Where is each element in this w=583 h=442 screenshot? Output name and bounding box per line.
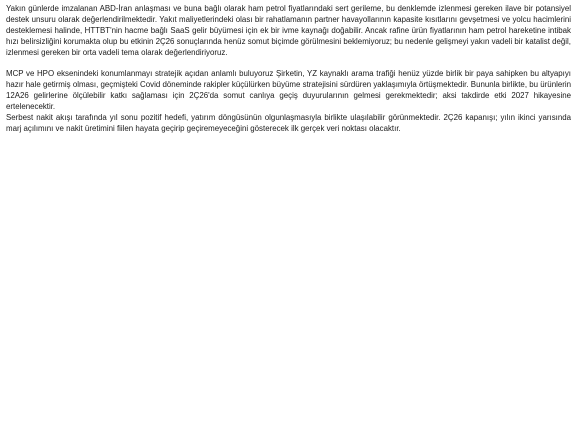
paragraph-fuel-price-outlook: Yakın günlerde imzalanan ABD-İran anlaşması ve buna bağlı olarak ham petrol fiyatlarındaki sert gerileme, bu denklemde izlenmesi gereken ilave bir potansiyel destek unsuru olarak değerlendirilmektedir. Yakıt maliyetlerindeki olası bir rahatlamanın partner havayollarının kapasite kısıtlarını gevşetmesi ve yolcu hacimlerini desteklemesi halinde, HTTBT'nin hacme bağlı SaaS gelir büyümesi için ek bir ivme kaynağı doğabilir. Ancak rafine ürün fiyatlarının ham petrol hareketine intibak hızı belirsizliğini korumakta olup bu etkinin 2Ç26 sonuçlarında henüz somut biçimde görülmesini beklemiyoruz; bu nedenle gelişmeyi yakın vadeli bir katalist değil, izlenmesi gereken bir orta vadeli tema olarak değerlendiriyoruz.: [6, 4, 571, 57]
paragraph-free-cash-flow: Serbest nakit akışı tarafında yıl sonu pozitif hedefi, yatırım döngüsünün olgunlaşmasıyla birlikte ulaşılabilir görünmektedir. 2Ç26 kapanışı; yılın ikinci yarısında marj açılımını ve nakit üretimini fiilen hayata geçirip geçiremeyeceğini gösterecek ilk gerçek veri noktası olacaktır.: [6, 113, 571, 133]
document-body: [6, 4, 571, 135]
paragraph-spacer: [6, 59, 571, 70]
paragraph-mcp-hpo-positioning: MCP ve HPO eksenindeki konumlanmayı stratejik açıdan anlamlı buluyoruz Şirketin, YZ kaynaklı arama trafiği henüz yüzde birlik bir paya sahipken bu altyapıyı hazır hale getirmiş olması, geçmişteki Covid döneminde rakipler küçülürken büyüme stratejisini sürdüren yaklaşımıyla örtüşmektedir. Bununla birlikte, bu ürünlerin 12A26 gelirlerine ölçülebilir katkı sağlaması için 2Ç26'da somut canlıya geçiş duyurularının gelmesi gerekmektedir; aksi takdirde etki 2027 hikayesine ertelenecektir.: [6, 69, 571, 112]
